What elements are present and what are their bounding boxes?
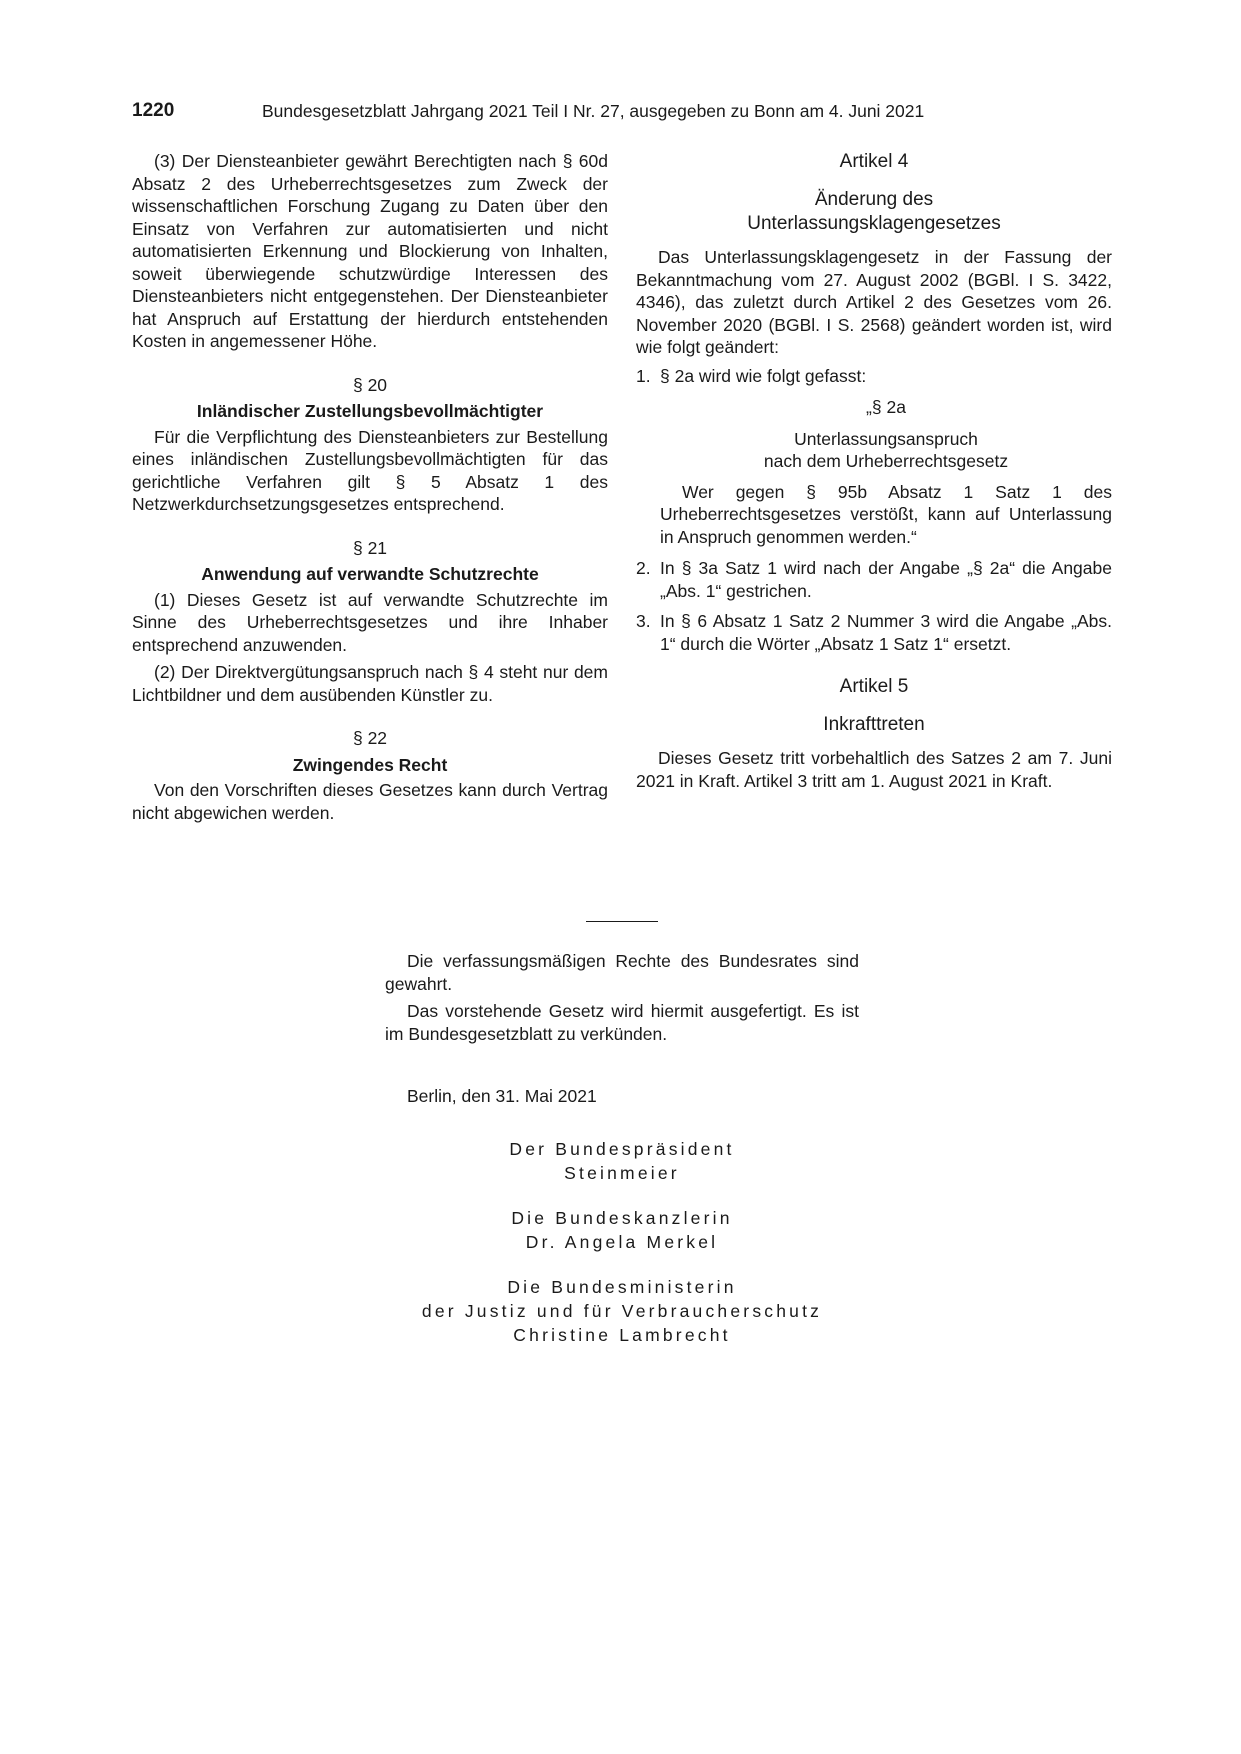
article-4-title-line-2: Unterlassungsklagengesetzes: [747, 213, 1001, 234]
signatory-role-line-2: der Justiz und für Verbraucherschutz: [421, 1301, 823, 1321]
article-4-intro: Das Unterlassungsklagengesetz in der Fassung der Bekanntmachung vom 27. August 2002 (BGBl. I S. 3422, 4346), das zuletzt durch Artikel 2 des Gesetzes vom 26. November 2020 (BGBl. I S. 2568) geändert worden ist, wird wie folgt geändert:: [636, 247, 1112, 357]
signatory-role: Der Bundespräsident: [509, 1139, 735, 1159]
list-item-text: In § 3a Satz 1 wird nach der Angabe „§ 2a“ die Angabe „Abs. 1“ gestrichen.: [660, 558, 1112, 601]
article-4-title-line-1: Änderung des: [814, 189, 934, 210]
list-item-text: In § 6 Absatz 1 Satz 2 Nummer 3 wird die Angabe „Abs. 1“ durch die Wörter „Absatz 1 Satz 1“ ersetzt.: [660, 611, 1112, 654]
article-4-number: Artikel 4: [839, 151, 909, 172]
signature-block-3: [385, 1275, 859, 1347]
right-column: [636, 150, 1112, 792]
section-22-title: Zwingendes Recht: [292, 754, 448, 775]
running-head: Bundesgesetzblatt Jahrgang 2021 Teil I Nr. 27, ausgegeben zu Bonn am 4. Juni 2021: [262, 101, 925, 121]
section-22-number: § 22: [352, 728, 388, 748]
divider-rule: [586, 921, 658, 922]
section-20-text: Für die Verpflichtung des Diensteanbieters zur Bestellung eines inländischen Zustellungsbevollmächtigten für das gerichtliche Verfahren gilt § 5 Absatz 1 des Netzwerkdurchsetzungsgesetzes entsprechend.: [132, 426, 608, 514]
signatory-role: Die Bundeskanzlerin: [511, 1208, 733, 1228]
section-21-paragraph-1: (1) Dieses Gesetz ist auf verwandte Schutzrechte im Sinne des Urheberrechtsgesetzes und ihre Inhaber entsprechend anzuwenden.: [132, 589, 608, 655]
article-5-number: Artikel 5: [839, 676, 909, 697]
list-item-number: 1.: [636, 365, 651, 386]
article-5-text: Dieses Gesetz tritt vorbehaltlich des Satzes 2 am 7. Juni 2021 in Kraft. Artikel 3 tritt am 1. August 2021 in Kraft.: [636, 748, 1112, 791]
section-20-title: Inländischer Zustellungsbevollmächtigter: [196, 401, 544, 421]
quoted-section-number: „§ 2a: [866, 397, 906, 417]
closing-formula: [385, 950, 859, 1108]
paragraph-3: (3) Der Diensteanbieter gewährt Berechtigten nach § 60d Absatz 2 des Urheberrechtsgesetzes zum Zweck der wissenschaftlichen Forschung Zugang zu Daten über den Einsatz von Verfahren zur automatisierten und nicht automatisierten Erkennung und Blockierung von Inhalten, soweit überwiegende schutzwürdige Interessen des Diensteanbieters nicht entgegenstehen. Der Diensteanbieter hat Anspruch auf Erstattung der hierdurch entstehenden Kosten in angemessener Höhe.: [132, 151, 608, 351]
section-21-number: § 21: [352, 537, 388, 558]
list-item-number: 2.: [636, 558, 651, 578]
quoted-title-line-1: Unterlassungsanspruch: [794, 428, 978, 449]
signatory-name: Christine Lambrecht: [513, 1325, 731, 1345]
section-22-text: Von den Vorschriften dieses Gesetzes kann durch Vertrag nicht abgewichen werden.: [132, 780, 608, 823]
page-number: 1220: [132, 100, 175, 121]
section-20-number: § 20: [352, 374, 388, 395]
signatory-name: Dr. Angela Merkel: [525, 1232, 719, 1252]
signatory-role: Die Bundesministerin: [507, 1277, 737, 1297]
list-item-3: [636, 610, 1112, 655]
signatory-name: Steinmeier: [564, 1163, 680, 1183]
signature-block-1: [385, 1137, 859, 1185]
section-21-paragraph-2: (2) Der Direktvergütungsanspruch nach § 4 steht nur dem Lichtbildner und dem ausübenden Künstler zu.: [132, 662, 608, 705]
left-column: [132, 150, 608, 824]
quoted-title-line-2: nach dem Urheberrechtsgesetz: [763, 451, 1009, 471]
list-item-1: [636, 365, 1112, 388]
quoted-text: Wer gegen § 95b Absatz 1 Satz 1 des Urheberrechtsgesetzes verstößt, kann auf Unterlassung in Anspruch genommen werden.“: [660, 481, 1112, 547]
page-header: [132, 100, 1112, 126]
list-item-2: [636, 557, 1112, 602]
closing-paragraph-1: Die verfassungsmäßigen Rechte des Bundesrates sind gewahrt.: [385, 951, 859, 994]
signature-block-2: [385, 1206, 859, 1254]
closing-paragraph-2: Das vorstehende Gesetz wird hiermit ausgefertigt. Es ist im Bundesgesetzblatt zu verkünden.: [385, 1001, 859, 1044]
article-5-title: Inkrafttreten: [823, 714, 925, 735]
list-item-number: 3.: [636, 611, 651, 631]
place-date: Berlin, den 31. Mai 2021: [407, 1086, 597, 1106]
quoted-provision: [660, 396, 1112, 548]
list-item-text: § 2a wird wie folgt gefasst:: [660, 365, 867, 386]
section-21-title: Anwendung auf verwandte Schutzrechte: [201, 564, 539, 584]
